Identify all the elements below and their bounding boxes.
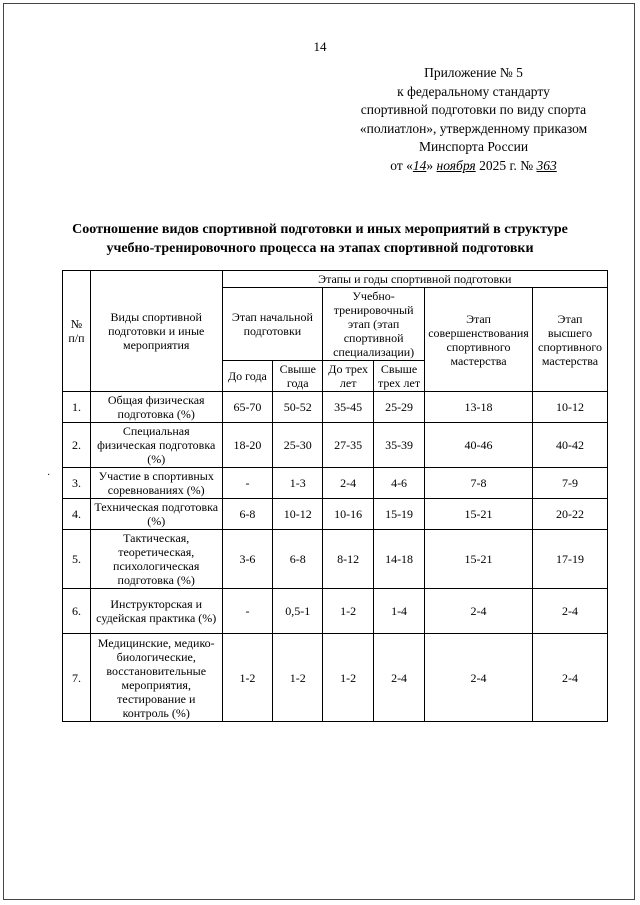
date-year: 2025 г. № (475, 157, 537, 173)
cell-value: 18-20 (222, 423, 273, 468)
cell-value: 2-4 (533, 589, 608, 634)
annex-line: «полиатлон», утвержденному приказом (359, 120, 588, 136)
table-row (63, 392, 608, 423)
row-name: Специальная физическая подготовка (%) (90, 423, 222, 468)
cell-value: 1-2 (273, 634, 323, 722)
header-number: № п/п (63, 271, 91, 392)
cell-value: 10-16 (323, 499, 374, 530)
cell-value: - (222, 589, 273, 634)
table-row (63, 634, 608, 722)
table-row (63, 530, 608, 589)
row-name: Медицинские, медико-биологические, восстановительные мероприятия, тестирование и контроль (%) (90, 634, 222, 722)
cell-value: 6-8 (273, 530, 323, 589)
cell-value: 2-4 (323, 468, 374, 499)
cell-value: 27-35 (323, 423, 374, 468)
cell-value: 35-45 (323, 392, 374, 423)
header-training-stage: Учебно-тренировочный этап (этап спортивной специализации) (323, 288, 425, 361)
header-improvement-stage: Этап совершенствования спортивного мастерства (425, 288, 533, 392)
cell-value: 4-6 (374, 468, 425, 499)
date-prefix: от « (390, 157, 413, 173)
cell-value: 0,5-1 (273, 589, 323, 634)
annex-line: Минспорта России (418, 139, 529, 154)
header-initial-stage: Этап начальной подготовки (222, 288, 323, 361)
title-line: учебно-тренировочного процесса на этапах спортивной подготовки (106, 241, 534, 256)
table-row (63, 499, 608, 530)
row-name: Инструкторская и судейская практика (%) (90, 589, 222, 634)
cell-value: 25-29 (374, 392, 425, 423)
cell-value: 1-3 (273, 468, 323, 499)
cell-value: 20-22 (533, 499, 608, 530)
annex-line: к федеральному стандарту (397, 83, 550, 99)
scan-mark: · (47, 470, 51, 481)
header-over-year: Свыше года (273, 361, 323, 392)
header-kind: Виды спортивной подготовки и иные мероприятия (90, 271, 222, 392)
cell-value: 8-12 (323, 530, 374, 589)
header-highest-stage: Этап высшего спортивного мастерства (533, 288, 608, 392)
row-number: 1. (63, 392, 91, 423)
table-row (63, 468, 608, 499)
row-name: Общая физическая подготовка (%) (90, 392, 222, 423)
cell-value: 17-19 (533, 530, 608, 589)
cell-value: 15-21 (425, 530, 533, 589)
cell-value: 13-18 (425, 392, 533, 423)
cell-value: 1-4 (374, 589, 425, 634)
cell-value: 1-2 (323, 634, 374, 722)
cell-value: 1-2 (222, 634, 273, 722)
row-number: 4. (63, 499, 91, 530)
header-up-to-three: До трех лет (323, 361, 374, 392)
cell-value: 6-8 (222, 499, 273, 530)
header-stages: Этапы и годы спортивной подготовки (222, 271, 607, 288)
cell-value: 2-4 (425, 634, 533, 722)
training-ratio-table (62, 270, 608, 722)
cell-value: 65-70 (222, 392, 273, 423)
handwritten-day: 14 (412, 157, 427, 173)
cell-value: 15-19 (374, 499, 425, 530)
cell-value: 14-18 (374, 530, 425, 589)
row-number: 6. (63, 589, 91, 634)
handwritten-month: ноября (436, 157, 476, 173)
row-number: 7. (63, 634, 91, 722)
cell-value: 2-4 (374, 634, 425, 722)
cell-value: 40-42 (533, 423, 608, 468)
cell-value: 50-52 (273, 392, 323, 423)
cell-value: 7-9 (533, 468, 608, 499)
cell-value: 25-30 (273, 423, 323, 468)
header-over-three: Свыше трех лет (374, 361, 425, 392)
cell-value: 40-46 (425, 423, 533, 468)
table-row (63, 423, 608, 468)
annex-line: Приложение № 5 (424, 65, 523, 80)
title-line: Соотношение видов спортивной подготовки и иных мероприятий в структуре (72, 222, 568, 237)
date-mid: » (426, 157, 437, 173)
cell-value: - (222, 468, 273, 499)
cell-value: 3-6 (222, 530, 273, 589)
page-number: 14 (313, 39, 327, 54)
row-number: 2. (63, 423, 91, 468)
cell-value: 35-39 (374, 423, 425, 468)
cell-value: 15-21 (425, 499, 533, 530)
cell-value: 2-4 (425, 589, 533, 634)
cell-value: 2-4 (533, 634, 608, 722)
table-row (63, 589, 608, 634)
cell-value: 10-12 (533, 392, 608, 423)
annex-date-line (341, 157, 606, 176)
handwritten-order-number: 363 (536, 157, 557, 173)
cell-value: 1-2 (323, 589, 374, 634)
annex-block (341, 64, 606, 175)
row-name: Техническая подготовка (%) (90, 499, 222, 530)
annex-line: спортивной подготовки по виду спорта (360, 102, 587, 117)
row-number: 5. (63, 530, 91, 589)
header-up-to-year: До года (222, 361, 273, 392)
row-name: Участие в спортивных соревнованиях (%) (90, 468, 222, 499)
row-number: 3. (63, 468, 91, 499)
document-title (0, 220, 640, 258)
cell-value: 10-12 (273, 499, 323, 530)
row-name: Тактическая, теоретическая, психологическая подготовка (%) (90, 530, 222, 589)
cell-value: 7-8 (425, 468, 533, 499)
